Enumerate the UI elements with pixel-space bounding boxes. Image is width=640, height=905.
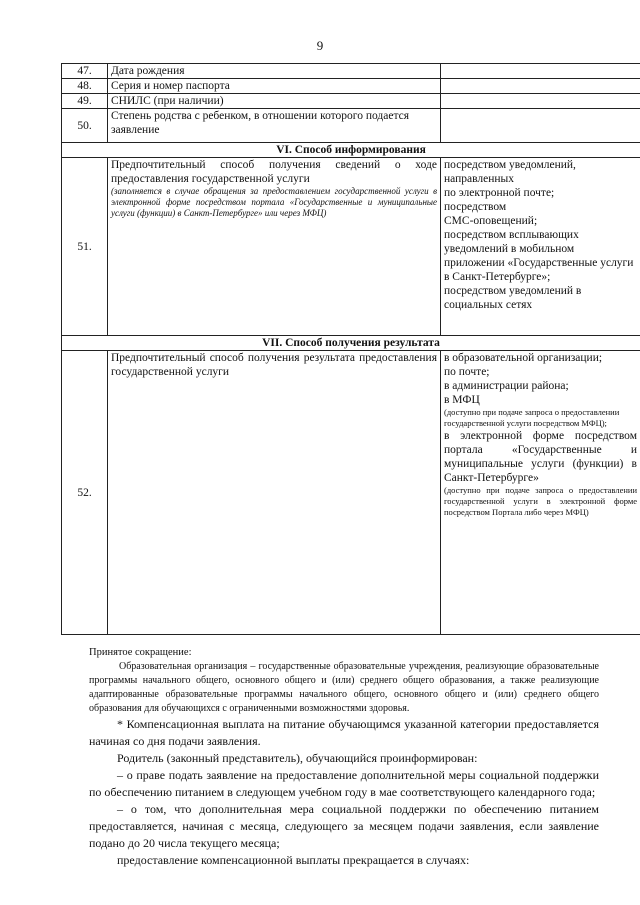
section-header	[62, 336, 640, 351]
field-note: (заполняется в случае обращения за предоставлением государственной услуги в электронной форме посредством портала «Государственные и муниципальные услуги (функции) в Санкт-Петербурге» или через МФЦ)	[111, 186, 437, 218]
footnote-compensation: * Компенсационная выплата на питание обучающимся указанной категории предоставляется начиная со дня подачи заявления.	[89, 717, 599, 748]
table-row	[62, 64, 640, 79]
field-value[interactable]	[441, 64, 640, 79]
field-label: Дата рождения	[108, 64, 441, 79]
table-row	[62, 158, 640, 336]
option-sms[interactable]: СМС-оповещений;	[444, 215, 538, 227]
row-number: 49.	[62, 94, 108, 109]
option-sms-prefix: посредством	[444, 201, 507, 213]
field-label: Предпочтительный способ получения сведений о ходе предоставления государственной услуги	[111, 159, 437, 185]
row-number: 51.	[62, 158, 108, 336]
field-value[interactable]	[441, 94, 640, 109]
option-district[interactable]: в администрации района;	[444, 380, 569, 392]
row-number: 47.	[62, 64, 108, 79]
option-portal[interactable]: в электронной форме посредством портала «Государственные и муниципальные услуги (функции) в Санкт-Петербурге»	[444, 430, 637, 484]
option-email[interactable]: по электронной почте;	[444, 187, 555, 199]
abbreviation-title: Принятое сокращение:	[89, 647, 192, 658]
table-row	[62, 109, 640, 143]
option-portal-note: (доступно при подаче запроса о предоставлении государственной услуги в электронной форме посредством Портала либо через МФЦ)	[444, 485, 637, 517]
option-social[interactable]: посредством уведомлений в социальных сетях	[444, 285, 582, 311]
field-label-cell	[108, 158, 441, 336]
section-header	[62, 143, 640, 158]
field-label: Степень родства с ребенком, в отношении которого подается заявление	[108, 109, 441, 143]
page-number: 9	[316, 38, 324, 53]
option-notifications[interactable]: посредством уведомлений, направленных	[444, 159, 576, 185]
section-title: VI. Способ информирования	[62, 143, 640, 158]
notes-block	[89, 646, 599, 869]
informed-item-2: – о том, что дополнительная мера социальной поддержки по обеспечению питанием предоставляется, начиная с месяца, следующего за месяцем подачи заявления, если заявление подано до 20 числа текущего месяца;	[89, 802, 599, 850]
option-mfc[interactable]: в МФЦ	[444, 394, 480, 406]
field-value[interactable]	[441, 79, 640, 94]
termination-heading: предоставление компенсационной выплаты прекращается в случаях:	[117, 853, 470, 867]
option-school[interactable]: в образовательной организации;	[444, 352, 603, 364]
option-mobile-app[interactable]: посредством всплывающих уведомлений в мобильном приложении «Государственные услуги в Санкт-Петербурге»;	[444, 229, 634, 283]
field-value[interactable]	[441, 109, 640, 143]
row-number: 48.	[62, 79, 108, 94]
table-row	[62, 94, 640, 109]
field-label: Серия и номер паспорта	[108, 79, 441, 94]
options-cell	[441, 351, 640, 635]
row-number: 52.	[62, 351, 108, 635]
options-cell	[441, 158, 640, 336]
abbreviation-definition: Образовательная организация – государственные образовательные учреждения, реализующие образовательные программы начального общего, основного общего и (или) среднего общего образования, а также реализующие адаптированные образовательные программы начального общего, основного общего и (или) среднего общего образования для обучающихся с ограниченными возможностями здоровья.	[89, 661, 599, 714]
option-mfc-note: (доступно при подаче запроса о предоставлении государственной услуги посредством МФЦ);	[444, 407, 620, 428]
option-post[interactable]: по почте;	[444, 366, 490, 378]
table-row	[62, 351, 640, 635]
field-label: СНИЛС (при наличии)	[108, 94, 441, 109]
informed-item-1: – о праве подать заявление на предоставление дополнительной меры социальной поддержки по обеспечению питанием в следующем учебном году в мае соответствующего календарного года;	[89, 768, 599, 799]
table-row	[62, 79, 640, 94]
row-number: 50.	[62, 109, 108, 143]
informed-heading: Родитель (законный представитель), обучающийся проинформирован:	[117, 751, 478, 765]
section-title: VII. Способ получения результата	[62, 336, 640, 351]
field-label: Предпочтительный способ получения результата предоставления государственной услуги	[108, 351, 441, 635]
application-form-table	[61, 63, 640, 635]
